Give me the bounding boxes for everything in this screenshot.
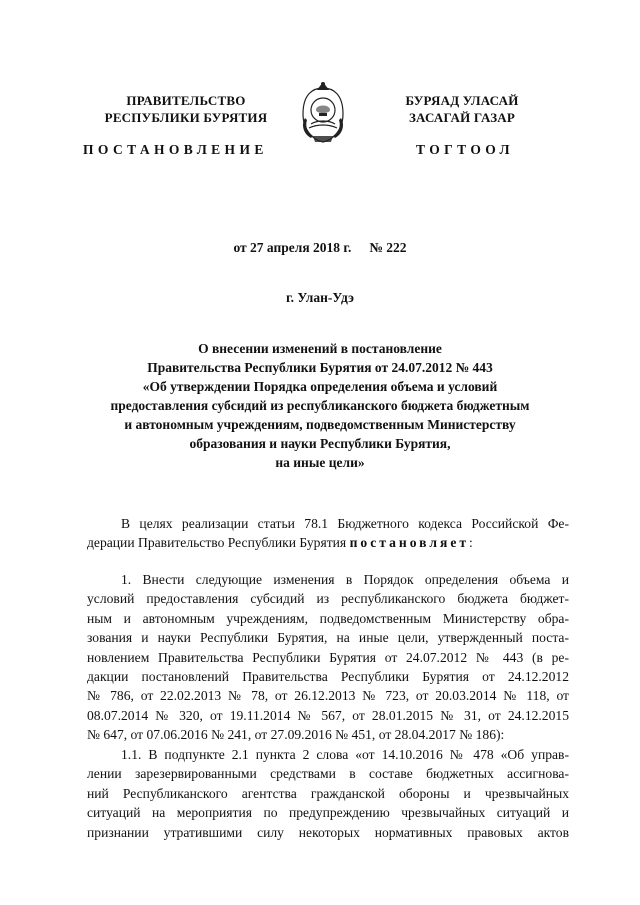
issuer-right-line1: БУРЯАД УЛАСАЙ <box>405 93 519 108</box>
preamble <box>87 514 569 553</box>
title-line: на иные цели» <box>275 455 365 470</box>
paragraph-1 <box>87 570 569 745</box>
paragraph-line: 1. Внести следующие изменения в Порядок определения объема и <box>121 572 569 587</box>
doc-title <box>0 339 640 472</box>
issuer-right-line2: ЗАСАГАЙ ГАЗАР <box>408 110 516 125</box>
title-line: О внесении изменений в постановление <box>198 341 442 356</box>
doc-number: № 222 <box>369 240 407 255</box>
paragraph-line: новлением Правительства Республики Бурятия от 24.07.2012 № 443 (в ре- <box>87 649 569 665</box>
preamble-line <box>87 533 569 552</box>
issuer-right <box>382 92 542 126</box>
paragraph-line: 1.1. В подпункте 2.1 пункта 2 слова «от 14.10.2016 № 478 «Об управ- <box>121 747 569 762</box>
paragraph-line: № 786, от 22.02.2013 № 78, от 26.12.2013 № 723, от 20.03.2014 № 118, от <box>87 688 569 704</box>
paragraph-line: 08.07.2014 № 320, от 19.11.2014 № 567, от 28.01.2015 № 31, от 24.12.2015 <box>87 707 569 723</box>
issuer-left-line1: ПРАВИТЕЛЬСТВО <box>126 93 246 108</box>
preamble-keyword: постановляет <box>349 535 470 551</box>
doc-type-left: ПОСТАНОВЛЕНИЕ <box>83 142 268 157</box>
issuer-left-line2: РЕСПУБЛИКИ БУРЯТИЯ <box>104 110 268 125</box>
title-line: Правительства Республики Бурятия от 24.07.2012 № 443 <box>147 360 493 375</box>
paragraph-line: ным и автономным учреждениям, подведомственным Министерству обра- <box>87 610 569 626</box>
title-line: и автономным учреждениям, подведомственным Министерству <box>124 417 516 432</box>
paragraph-line: признании утратившими силу некоторых нормативных правовых актов <box>87 824 569 840</box>
coat-of-arms-icon <box>297 80 349 148</box>
doc-city: г. Улан-Удэ <box>286 290 354 305</box>
title-line: предоставления субсидий из республиканского бюджета бюджетным <box>110 398 530 413</box>
paragraph-line: лении зарезервированными средствами в составе бюджетных ассигнова- <box>87 766 569 782</box>
paragraph-line: зования и науки Республики Бурятия, на иные цели, утвержденный поста- <box>87 630 569 646</box>
doc-date: от 27 апреля 2018 г. <box>233 240 352 255</box>
doc-date-number <box>0 240 640 256</box>
preamble-text: дерации Правительство Республики Бурятия <box>87 535 350 551</box>
paragraph-line: ний Республиканского агентства гражданской обороны и чрезвычайных <box>87 785 569 801</box>
paragraph-line: ситуаций на мероприятия по предупреждению чрезвычайных ситуаций и <box>87 805 569 821</box>
doc-type-right: ТОГТООЛ <box>416 142 514 157</box>
paragraph-line: условий предоставления субсидий из республиканского бюджета бюджет- <box>87 591 569 607</box>
preamble-line: В целях реализации статьи 78.1 Бюджетного кодекса Российской Фе- <box>121 516 569 531</box>
preamble-colon: : <box>469 535 473 551</box>
paragraph-line: № 647, от 07.06.2016 № 241, от 27.09.2016 № 451, от 28.04.2017 № 186): <box>87 727 505 743</box>
title-line: «Об утверждении Порядка определения объема и условий <box>142 379 498 394</box>
paragraph-1-1 <box>87 745 569 842</box>
paragraph-line: дакции постановлений Правительства Республики Бурятия от 24.12.2012 <box>87 669 569 685</box>
issuer-left <box>98 92 274 126</box>
title-line: образования и науки Республики Бурятия, <box>189 436 451 451</box>
